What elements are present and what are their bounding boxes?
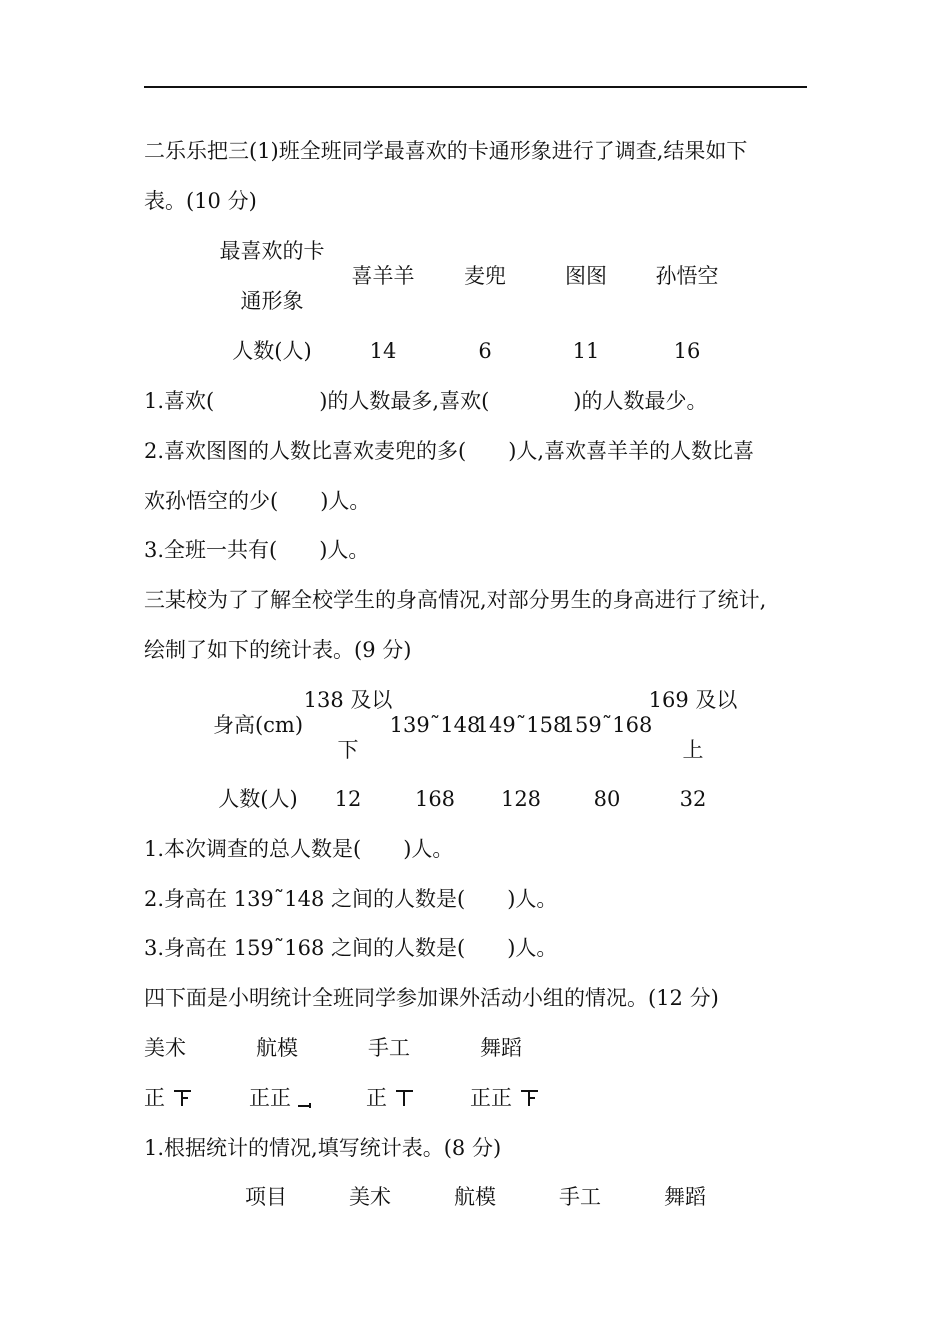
q3-col1-line1: 138 及以 [303,688,393,712]
tally-zheng: 正 [144,1086,165,1110]
q4-tally-art [144,1084,194,1112]
q2-cell: 11 [572,339,600,363]
tally-zheng: 正正 [249,1086,291,1110]
q2-col-header: 图图 [565,264,607,288]
q2-cell: 6 [478,339,492,363]
q3-col1-line2: 下 [337,738,359,762]
q2-item2-line1: 2.喜欢图图的人数比喜欢麦兜的多( )人,喜欢喜羊羊的人数比喜 [144,439,755,463]
q3-cell: 128 [500,787,542,811]
q3-cell: 12 [334,787,362,811]
q4-activity: 美术 [144,1036,186,1060]
tally-zheng: 正正 [470,1086,512,1110]
q2-item1: 1.喜欢( )的人数最多,喜欢( )的人数最少。 [144,389,708,413]
q3-header-label: 身高(cm) [212,713,304,737]
q3-row-label: 人数(人) [218,787,298,811]
tally-partial-icon [172,1086,194,1108]
q3-col5-line2: 上 [682,738,704,762]
q2-header-label-line2: 通形象 [240,289,304,313]
q2-col-header: 喜羊羊 [351,264,415,288]
q3-col-header: 149˜158 [475,713,567,737]
q4-table-header: 手工 [559,1185,601,1209]
q2-cell: 16 [673,339,701,363]
q4-tally-dance [470,1084,541,1112]
q2-header-label-line1: 最喜欢的卡 [219,239,325,263]
q3-intro-line1: 三某校为了了解全校学生的身高情况,对部分男生的身高进行了统计, [144,588,767,612]
q3-intro-line2: 绘制了如下的统计表。(9 分) [144,638,412,662]
q4-table-header: 舞蹈 [664,1185,706,1209]
q3-col-header: 139˜148 [389,713,481,737]
q3-col5-line1: 169 及以 [648,688,738,712]
q2-row-label: 人数(人) [232,339,312,363]
q4-activity: 舞蹈 [480,1036,522,1060]
q3-item3: 3.身高在 159˜168 之间的人数是( )人。 [144,936,558,960]
tally-partial-icon [394,1086,416,1108]
tally-zheng: 正 [366,1086,387,1110]
q3-item2: 2.身高在 139˜148 之间的人数是( )人。 [144,887,558,911]
q3-cell: 168 [414,787,456,811]
q3-col-header: 159˜168 [561,713,653,737]
q4-table-header: 美术 [349,1185,391,1209]
q4-activity: 航模 [256,1036,298,1060]
q2-cell: 14 [369,339,397,363]
tally-partial-icon [519,1086,541,1108]
top-rule [144,86,807,88]
q4-tally-craft [366,1084,416,1112]
q4-tally-model [249,1084,312,1112]
q4-table-header: 航模 [454,1185,496,1209]
q2-intro-line1: 二乐乐把三(1)班全班同学最喜欢的卡通形象进行了调查,结果如下 [144,139,748,163]
q2-col-header: 麦兜 [464,264,506,288]
q4-activity: 手工 [368,1036,410,1060]
q2-item2-line2: 欢孙悟空的少( )人。 [144,489,371,513]
q4-table-header: 项目 [245,1185,287,1209]
q2-intro-line2: 表。(10 分) [144,189,257,213]
q3-item1: 1.本次调查的总人数是( )人。 [144,837,454,861]
q2-col-header: 孙悟空 [655,264,719,288]
tally-partial-icon [298,1086,312,1108]
q4-intro: 四下面是小明统计全班同学参加课外活动小组的情况。(12 分) [144,986,719,1010]
q3-cell: 32 [679,787,707,811]
q4-item1: 1.根据统计的情况,填写统计表。(8 分) [144,1136,502,1160]
q2-item3: 3.全班一共有( )人。 [144,538,370,562]
q3-cell: 80 [593,787,621,811]
